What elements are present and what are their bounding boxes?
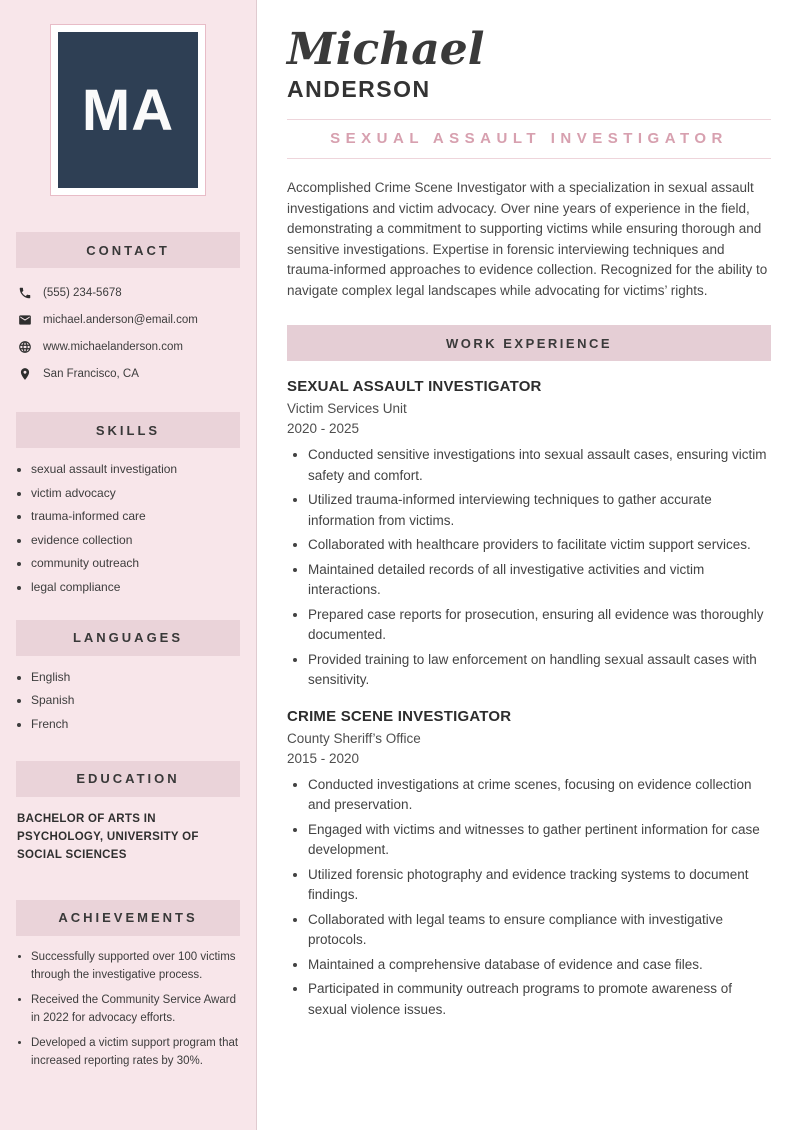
skill-item: • evidence collection [31,534,246,547]
job-entry-title: SEXUAL ASSAULT INVESTIGATOR [287,378,542,395]
job-entry-dates: 2020 - 2025 [287,421,360,436]
skills-header-label: SKILLS [95,422,161,438]
job-bullet: • Conducted sensitive investigations into sexual assault cases, ensuring victim safety and comfort. [308,445,771,486]
achievement-item: • Successfully supported over 100 victims through the investigative process. [31,948,244,984]
language-item: • Spanish [31,694,246,707]
skill-item: • trauma-informed care [31,510,246,523]
job-entry [287,708,771,1021]
avatar-initials: MA [58,32,198,188]
education-section-header [16,761,240,797]
job-entry [287,378,771,691]
work-experience-header [287,325,771,361]
achievements-list [31,948,244,1070]
job-bullet: • Utilized forensic photography and evidence tracking systems to document findings. [308,865,771,906]
job-entry-dates: 2015 - 2020 [287,750,360,766]
contact-location [18,360,242,387]
skill-item: • legal compliance [31,581,246,594]
education-degree: BACHELOR OF ARTS IN PSYCHOLOGY, UNIVERSITY OF SOCIAL SCIENCES [17,812,199,861]
professional-summary: Accomplished Crime Scene Investigator with a specialization in sexual assault investigations and victim advocacy. Over nine years of experience in the field, demonstrating a commitment to supporting victims while ensuring thorough and sensitive investigations. Expertise in forensic interviewing techniques and trauma-informed approaches to evidence collection. Recognized for the ability to navigate complex legal landscapes while advocating for victims’ rights. [287,180,768,298]
job-bullet: • Engaged with victims and witnesses to gather pertinent information for case development. [308,820,771,861]
contact-section-header [16,232,240,268]
first-name: Michael [287,24,485,75]
languages-section-header [16,620,240,656]
achievements-header-label: ACHIEVEMENTS [58,910,198,925]
language-item: • French [31,718,246,731]
job-bullet: • Maintained detailed records of all investigative activities and victim interactions. [308,560,771,601]
email-icon [18,313,32,327]
job-entry-company: County Sheriff’s Office [287,730,421,746]
skill-item: • victim advocacy [31,487,246,500]
job-title-banner [287,119,771,159]
job-bullet: • Provided training to law enforcement on handling sexual assault cases with sensitivity. [308,650,771,691]
skills-list [31,463,246,594]
sidebar [0,0,257,1130]
main-content [258,0,800,1024]
job-entry-title: CRIME SCENE INVESTIGATOR [287,707,512,725]
job-entry-bullets [287,445,771,691]
job-entry-company: Victim Services Unit [287,401,407,416]
location-text: San Francisco, CA [43,367,139,380]
job-bullet: • Prepared case reports for prosecution, ensuring all evidence was thoroughly documented. [308,605,771,646]
avatar [50,24,206,196]
job-bullet: • Maintained a comprehensive database of evidence and case files. [308,955,771,976]
last-name: ANDERSON [287,76,431,102]
email-address: michael.anderson@email.com [43,313,198,326]
skills-section-header [16,412,240,448]
work-experience-header-label: WORK EXPERIENCE [445,335,613,351]
skill-item: • sexual assault investigation [31,463,246,476]
website-url: www.michaelanderson.com [43,340,183,353]
location-icon [18,367,32,381]
languages-header-label: LANGUAGES [72,630,184,645]
achievement-item: • Received the Community Service Award in 2022 for advocacy efforts. [31,991,244,1027]
contact-list [18,279,242,387]
language-item: • English [31,671,246,684]
languages-list [31,671,246,731]
achievement-item: • Developed a victim support program that increased reporting rates by 30%. [31,1034,244,1070]
job-bullet: • Conducted investigations at crime scenes, focusing on evidence collection and preservation. [308,775,771,816]
job-title-text: SEXUAL ASSAULT INVESTIGATOR [330,130,728,147]
education-header-label: EDUCATION [76,771,180,786]
phone-icon [18,286,32,300]
job-entry-bullets [287,775,771,1021]
contact-email [18,306,242,333]
contact-website [18,333,242,360]
contact-header-label: CONTACT [86,242,170,258]
globe-icon [18,340,32,354]
contact-phone [18,279,242,306]
job-bullet: • Utilized trauma-informed interviewing techniques to gather accurate information from victims. [308,490,771,531]
job-bullet: • Collaborated with legal teams to ensure compliance with investigative protocols. [308,910,771,951]
job-bullet: • Participated in community outreach programs to promote awareness of sexual violence issues. [308,979,771,1020]
job-bullet: • Collaborated with healthcare providers to facilitate victim support services. [308,535,771,556]
achievements-section-header [16,900,240,936]
phone-number: (555) 234-5678 [43,286,122,299]
skill-item: • community outreach [31,557,246,570]
